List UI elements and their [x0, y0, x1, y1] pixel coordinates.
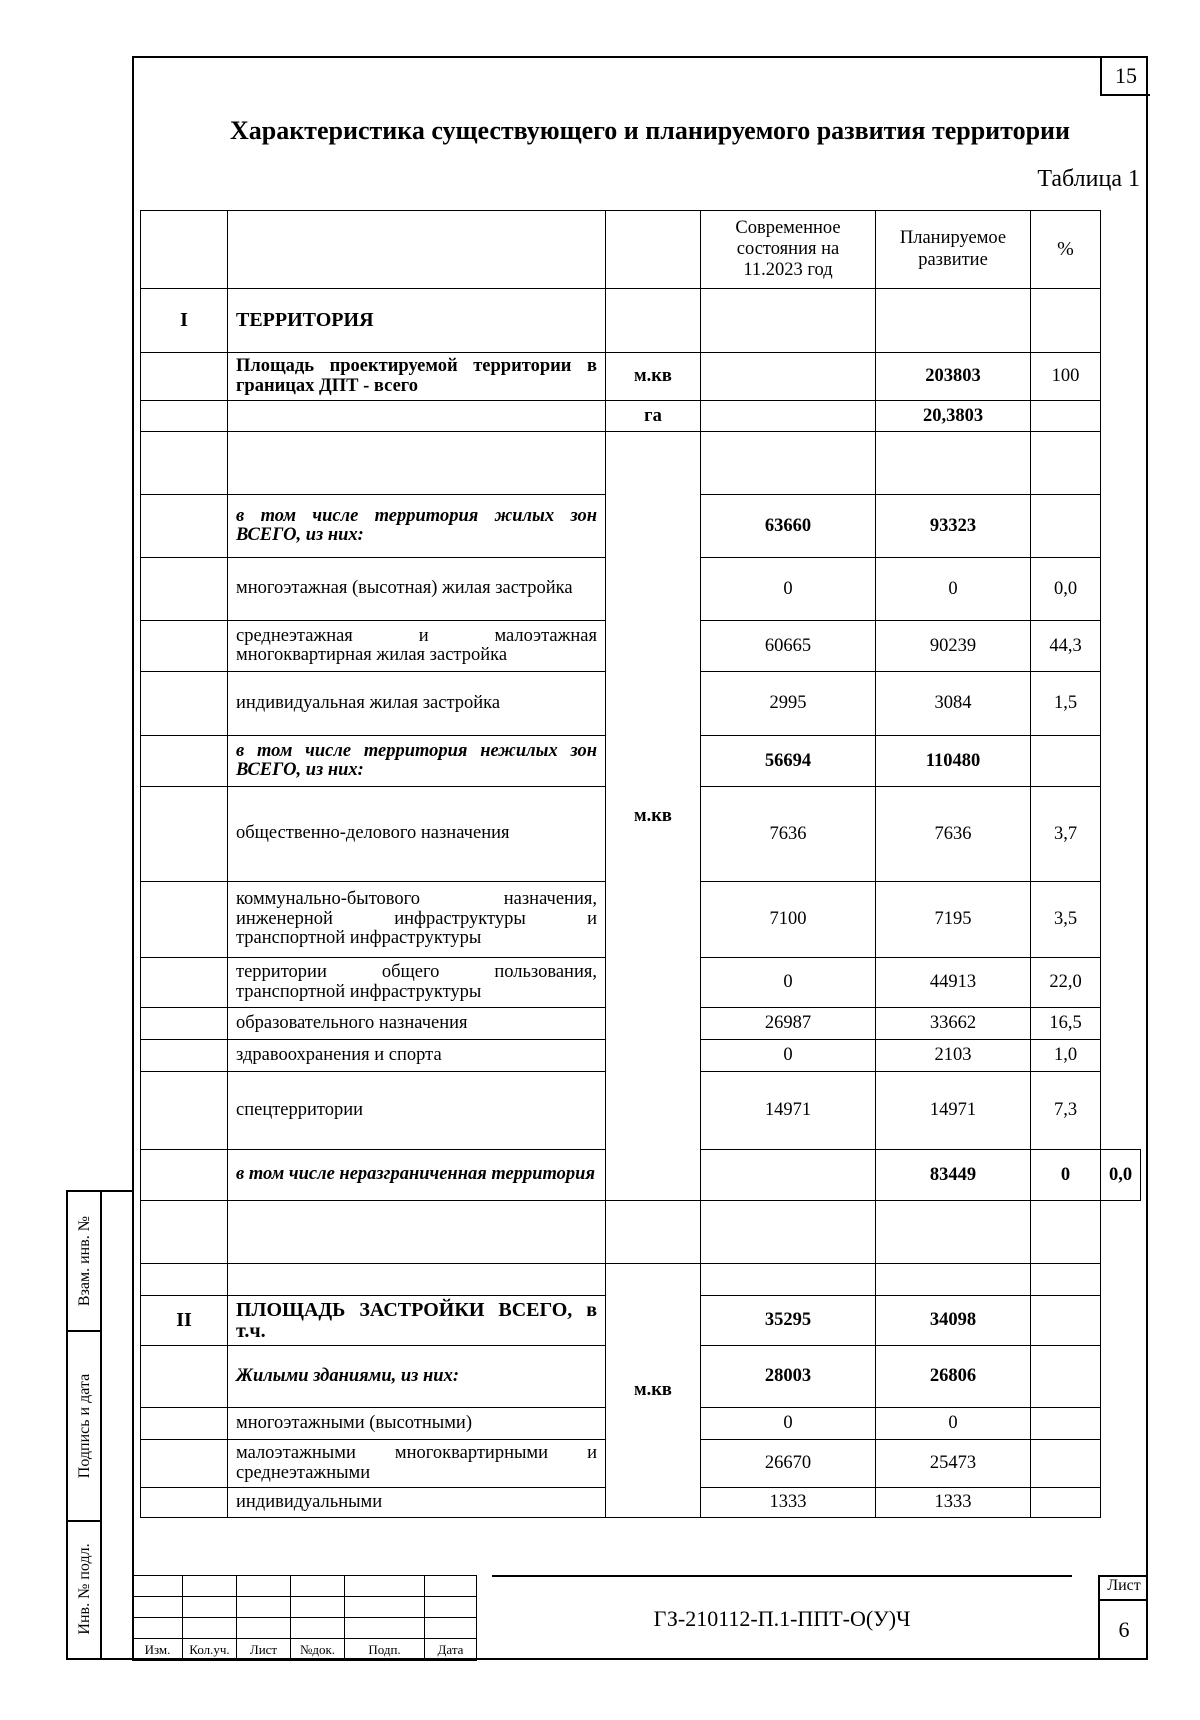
- percent-cell: 100: [1031, 353, 1101, 401]
- percent-cell: 0,0: [1101, 1150, 1141, 1201]
- row-label: спецтерритории: [228, 1072, 606, 1150]
- stamp-col-ndok: №док.: [291, 1639, 345, 1661]
- row-label: индивидуальными: [228, 1488, 606, 1518]
- stamp-grid: [132, 1575, 477, 1661]
- unit-cell: га: [606, 401, 701, 432]
- row-label: в том числе неразграниченная территория: [228, 1150, 606, 1201]
- row-label: здравоохранения и спорта: [228, 1040, 606, 1072]
- strip-cell-vzam: [68, 1192, 102, 1332]
- percent-cell: 3,7: [1031, 787, 1101, 882]
- page-number: 15: [1100, 58, 1150, 96]
- current-cell: 0: [701, 958, 876, 1008]
- header-planned: Планируемое развитие: [876, 211, 1031, 289]
- current-cell: 7100: [701, 882, 876, 958]
- planned-cell: 2103: [876, 1040, 1031, 1072]
- current-cell: 56694: [701, 736, 876, 787]
- title-block: [132, 1575, 1148, 1660]
- stamp-col-izm: Изм.: [133, 1639, 183, 1661]
- row-label: в том числе территория жилых зон ВСЕГО, из них:: [228, 495, 606, 558]
- planned-cell: 1333: [876, 1488, 1031, 1518]
- planned-cell: 26806: [876, 1346, 1031, 1408]
- row-label: среднеэтажная и малоэтажная многоквартирная жилая застройка: [228, 621, 606, 672]
- row-label: многоэтажная (высотная) жилая застройка: [228, 558, 606, 621]
- territory-table: [140, 210, 1141, 1518]
- section-2-number: II: [141, 1296, 228, 1346]
- stamp-col-data: Дата: [425, 1639, 477, 1661]
- planned-cell: 203803: [876, 353, 1031, 401]
- percent-cell: 1,5: [1031, 672, 1101, 736]
- strip-label-signature: Подпись и дата: [76, 1373, 93, 1479]
- current-cell: 35295: [701, 1296, 876, 1346]
- strip-cell-inv: [68, 1522, 102, 1660]
- document-title: Характеристика существующего и планируемого развития территории: [229, 116, 1071, 145]
- percent-cell: 22,0: [1031, 958, 1101, 1008]
- stamp-col-list: Лист: [237, 1639, 291, 1661]
- planned-cell: 20,3803: [876, 401, 1031, 432]
- percent-cell: 0,0: [1031, 558, 1101, 621]
- area-label: Площадь проектируемой территории в границах ДПТ - всего: [228, 353, 606, 401]
- empty-row: [141, 1264, 1141, 1296]
- section-1-row: [141, 289, 1141, 353]
- header-current: Современное состояния на 11.2023 год: [701, 211, 876, 289]
- current-cell: 1333: [701, 1488, 876, 1518]
- planned-cell: 33662: [876, 1008, 1031, 1040]
- row-label: коммунально-бытового назначения, инженерной инфраструктуры и транспортной инфраструктуры: [228, 882, 606, 958]
- planned-cell: 3084: [876, 672, 1031, 736]
- row-label: образовательного назначения: [228, 1008, 606, 1040]
- current-cell: 26987: [701, 1008, 876, 1040]
- current-cell: 26670: [701, 1440, 876, 1488]
- strip-label-vzam: Взам. инв. №: [76, 1215, 93, 1307]
- current-cell: 60665: [701, 621, 876, 672]
- planned-cell: 14971: [876, 1072, 1031, 1150]
- planned-cell: 110480: [876, 736, 1031, 787]
- row-label: Жилыми зданиями, из них:: [228, 1346, 606, 1408]
- empty-row: [141, 432, 1141, 495]
- planned-cell: 44913: [876, 958, 1031, 1008]
- strip-cell-signature: [68, 1332, 102, 1522]
- row-label: индивидуальная жилая застройка: [228, 672, 606, 736]
- sheet-label: Лист: [1100, 1577, 1148, 1601]
- current-cell: 0: [701, 558, 876, 621]
- table-header-row: [141, 211, 1141, 289]
- percent-cell: [1031, 736, 1101, 787]
- planned-cell: 0: [876, 1408, 1031, 1440]
- section-1-number: I: [141, 289, 228, 353]
- planned-cell: 0: [876, 558, 1031, 621]
- table-row: [141, 353, 1141, 401]
- unit-cell: м.кв: [606, 432, 701, 1201]
- current-cell: 7636: [701, 787, 876, 882]
- section-1-title: ТЕРРИТОРИЯ: [228, 289, 606, 353]
- percent-cell: 1,0: [1031, 1040, 1101, 1072]
- row-label: ПЛОЩАДЬ ЗАСТРОЙКИ ВСЕГО, в т.ч.: [228, 1296, 606, 1346]
- row-label: многоэтажными (высотными): [228, 1408, 606, 1440]
- row-label: в том числе территория нежилых зон ВСЕГО, из них:: [228, 736, 606, 787]
- strip-label-inv: Инв. № подл.: [76, 1543, 93, 1635]
- percent-cell: [1031, 495, 1101, 558]
- stamp-col-podp: Подп.: [345, 1639, 425, 1661]
- unit-cell: м.кв: [606, 1264, 701, 1518]
- document-code: ГЗ-210112-П.1-ППТ-О(У)Ч: [492, 1575, 1072, 1660]
- current-cell: 14971: [701, 1072, 876, 1150]
- planned-cell: 7195: [876, 882, 1031, 958]
- table-label: Таблица 1: [1037, 166, 1140, 192]
- stamp-col-kolvo: Кол.уч.: [183, 1639, 237, 1661]
- empty-row: [141, 1201, 1141, 1264]
- planned-cell: 34098: [876, 1296, 1031, 1346]
- current-cell: 0: [701, 1040, 876, 1072]
- planned-cell: 0: [1031, 1150, 1101, 1201]
- current-cell: 0: [701, 1408, 876, 1440]
- table-row: [141, 401, 1141, 432]
- header-percent: %: [1031, 211, 1101, 289]
- percent-cell: 44,3: [1031, 621, 1101, 672]
- current-cell: 83449: [876, 1150, 1031, 1201]
- percent-cell: 3,5: [1031, 882, 1101, 958]
- planned-cell: 93323: [876, 495, 1031, 558]
- sheet-number: 6: [1118, 1617, 1130, 1642]
- binding-strip: [66, 1190, 132, 1660]
- planned-cell: 25473: [876, 1440, 1031, 1488]
- current-cell: 28003: [701, 1346, 876, 1408]
- unit-cell: м.кв: [606, 353, 701, 401]
- row-label: территории общего пользования, транспортной инфраструктуры: [228, 958, 606, 1008]
- current-cell: 63660: [701, 495, 876, 558]
- planned-cell: 90239: [876, 621, 1031, 672]
- planned-cell: 7636: [876, 787, 1031, 882]
- row-label: общественно-делового назначения: [228, 787, 606, 882]
- percent-cell: 16,5: [1031, 1008, 1101, 1040]
- sheet-box: [1098, 1575, 1148, 1660]
- percent-cell: 7,3: [1031, 1072, 1101, 1150]
- row-label: малоэтажными многоквартирными и среднеэтажными: [228, 1440, 606, 1488]
- current-cell: 2995: [701, 672, 876, 736]
